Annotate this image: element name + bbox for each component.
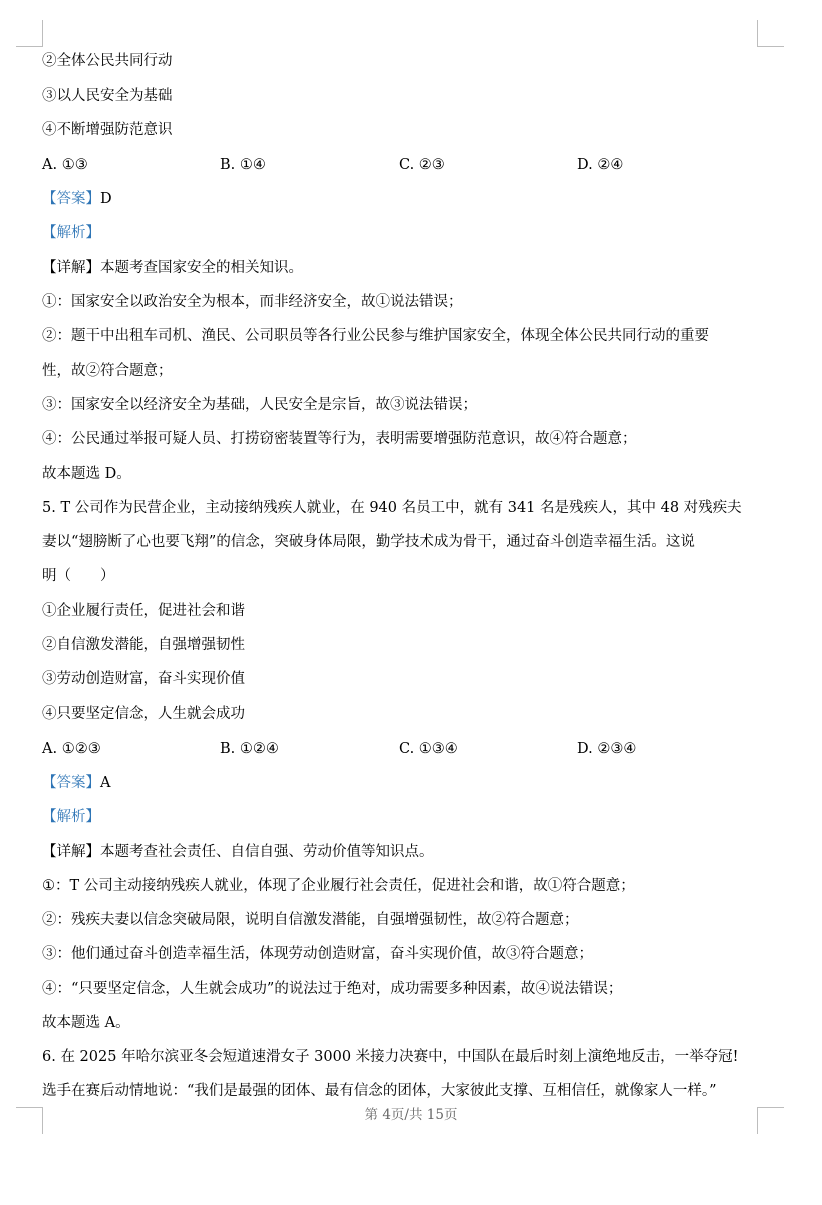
answer-value: A [100,775,111,791]
q4-analysis-tag: 【解析】 [42,225,100,241]
q4-option-item: ②全体公民共同行动 [42,53,173,69]
q4-point: ③：国家安全以经济安全为基础，人民安全是宗旨，故③说法错误； [42,397,477,413]
q5-point: ②：残疾夫妻以信念突破局限，说明自信激发潜能，自强增强韧性，故②符合题意； [42,912,579,928]
q4-answer [42,189,762,209]
answer-tag: 【答案】 [42,775,100,791]
q5-analysis-tag: 【解析】 [42,809,100,825]
q4-detail: 【详解】本题考查国家安全的相关知识。 [42,260,303,276]
crop-mark-top-right [757,20,784,47]
q5-choice-c: C. ①③④ [399,741,458,757]
q4-option-item: ③以人民安全为基础 [42,88,173,104]
q4-choice-d: D. ②④ [577,157,624,173]
q4-conclusion: 故本题选 D。 [42,466,131,482]
crop-mark-top-left [16,20,43,47]
q5-option-item: ②自信激发潜能，自强增强韧性 [42,637,245,653]
q4-choice-c: C. ②③ [399,157,445,173]
page-number-footer: 第 4页/共 15页 [364,1107,458,1123]
q5-stem: 妻以“翅膀断了心也要飞翔”的信念，突破身体局限，勤学技术成为骨干，通过奋斗创造幸福生活。这说 [42,534,695,550]
q4-choice-a: A. ①③ [42,157,88,173]
q5-choice-a: A. ①②③ [42,741,101,757]
q5-conclusion: 故本题选 A。 [42,1015,130,1031]
q4-point: 性，故②符合题意； [42,363,173,379]
q4-choice-b: B. ①④ [220,157,266,173]
q5-option-item: ①企业履行责任，促进社会和谐 [42,603,245,619]
q5-point: ①：T 公司主动接纳残疾人就业，体现了企业履行社会责任，促进社会和谐，故①符合题意； [42,878,635,894]
q5-point: ③：他们通过奋斗创造幸福生活，体现劳动创造财富，奋斗实现价值，故③符合题意； [42,946,593,962]
q4-point: ①：国家安全以政治安全为根本，而非经济安全，故①说法错误； [42,294,463,310]
q6-stem: 选手在赛后动情地说：“我们是最强的团体、最有信念的团体，大家彼此支撑、互相信任，就像家人一样。” [42,1083,717,1099]
answer-value: D [100,191,112,207]
q5-answer [42,773,762,793]
q4-point: ④：公民通过举报可疑人员、打捞窃密装置等行为，表明需要增强防范意识，故④符合题意； [42,431,637,447]
q6-stem: 6. 在 2025 年哈尔滨亚冬会短道速滑女子 3000 米接力决赛中，中国队在最后时刻上演绝地反击，一举夺冠! [42,1049,739,1065]
q4-point: ②：题干中出租车司机、渔民、公司职员等各行业公民参与维护国家安全，体现全体公民共同行动的重要 [42,328,709,344]
q5-detail: 【详解】本题考查社会责任、自信自强、劳动价值等知识点。 [42,844,434,860]
q5-stem: 明（ ） [42,568,115,584]
q4-option-item: ④不断增强防范意识 [42,122,173,138]
q5-point: ④：“只要坚定信念，人生就会成功”的说法过于绝对，成功需要多种因素，故④说法错误； [42,981,623,997]
q5-stem: 5. T 公司作为民营企业，主动接纳残疾人就业，在 940 名员工中，就有 341 名是残疾人，其中 48 对残疾夫 [42,500,742,516]
q5-choice-b: B. ①②④ [220,741,279,757]
q5-option-item: ③劳动创造财富，奋斗实现价值 [42,671,245,687]
answer-tag: 【答案】 [42,191,100,207]
q5-choice-d: D. ②③④ [577,741,637,757]
q5-option-item: ④只要坚定信念，人生就会成功 [42,706,245,722]
